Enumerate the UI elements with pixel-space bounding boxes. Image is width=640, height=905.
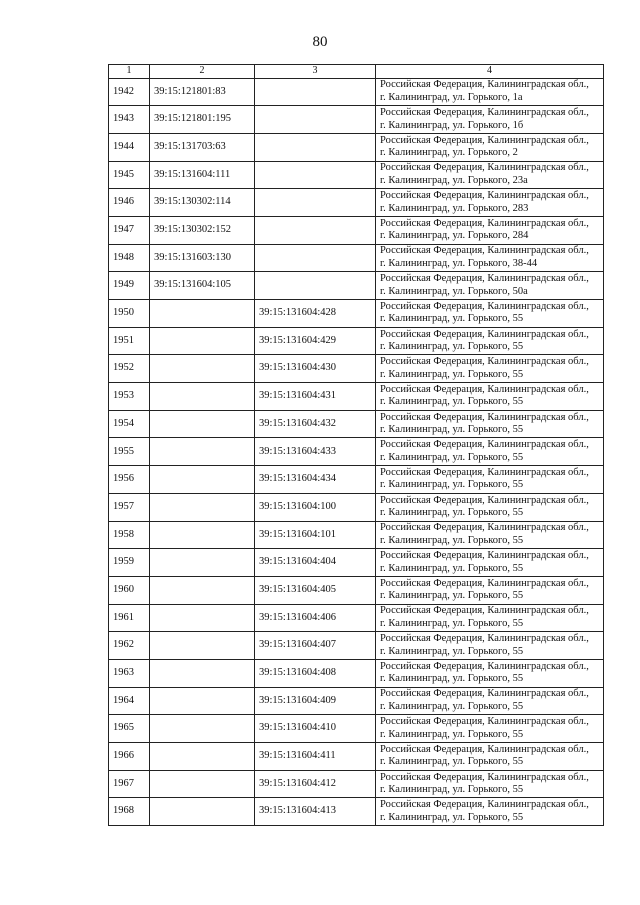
address-line-2: г. Калининград, ул. Горького, 23а	[380, 174, 528, 186]
address-line-2: г. Калининград, ул. Горького, 55	[380, 617, 524, 629]
header-col-4: 4	[376, 65, 604, 79]
table-row	[109, 521, 604, 549]
address-cell	[376, 493, 604, 521]
address-line-2: г. Калининград, ул. Горького, 55	[380, 562, 524, 574]
cadastral-number-object: 39:15:131604:432	[255, 410, 376, 438]
cadastral-number-land	[150, 466, 255, 494]
address-cell	[376, 438, 604, 466]
cadastral-number-land	[150, 327, 255, 355]
cadastral-number-object	[255, 133, 376, 161]
cadastral-number-land	[150, 632, 255, 660]
cadastral-number-object: 39:15:131604:428	[255, 300, 376, 328]
address-line-2: г. Калининград, ул. Горького, 1б	[380, 119, 524, 131]
address-line-2: г. Калининград, ул. Горького, 55	[380, 507, 524, 519]
cadastral-number-land	[150, 576, 255, 604]
address-line-2: г. Калининград, ул. Горького, 55	[380, 756, 524, 768]
address-line-2: г. Калининград, ул. Горького, 38-44	[380, 257, 538, 269]
cadastral-number-land: 39:15:130302:152	[150, 216, 255, 244]
table-row	[109, 272, 604, 300]
registry-table	[108, 64, 604, 826]
address-cell	[376, 743, 604, 771]
cadastral-number-object: 39:15:131604:409	[255, 687, 376, 715]
address-line-2: г. Калининград, ул. Горького, 55	[380, 673, 524, 685]
cadastral-number-object: 39:15:131604:408	[255, 659, 376, 687]
address-cell	[376, 687, 604, 715]
address-line-1: Российская Федерация, Калининградская обл.,	[380, 799, 589, 811]
cadastral-number-land	[150, 410, 255, 438]
table-row	[109, 438, 604, 466]
row-number: 1953	[109, 383, 150, 411]
row-number: 1942	[109, 78, 150, 106]
cadastral-number-object: 39:15:131604:406	[255, 604, 376, 632]
header-col-1: 1	[109, 65, 150, 79]
address-line-2: г. Калининград, ул. Горького, 55	[380, 451, 524, 463]
cadastral-number-land	[150, 300, 255, 328]
cadastral-number-object	[255, 189, 376, 217]
address-line-2: г. Калининград, ул. Горького, 55	[380, 700, 524, 712]
address-line-2: г. Калининград, ул. Горького, 55	[380, 534, 524, 546]
address-line-1: Российская Федерация, Калининградская обл.,	[380, 550, 589, 562]
row-number: 1959	[109, 549, 150, 577]
table-row	[109, 300, 604, 328]
table-row	[109, 715, 604, 743]
row-number: 1946	[109, 189, 150, 217]
row-number: 1952	[109, 355, 150, 383]
address-cell	[376, 216, 604, 244]
address-line-1: Российская Федерация, Калининградская обл.,	[380, 217, 589, 229]
cadastral-number-land	[150, 687, 255, 715]
row-number: 1956	[109, 466, 150, 494]
address-line-1: Российская Федерация, Калининградская обл.,	[380, 245, 589, 257]
address-line-1: Российская Федерация, Калининградская обл.,	[380, 522, 589, 534]
address-line-1: Российская Федерация, Калининградская обл.,	[380, 660, 589, 672]
cadastral-number-object	[255, 216, 376, 244]
table-row	[109, 133, 604, 161]
cadastral-number-land	[150, 770, 255, 798]
address-line-1: Российская Федерация, Калининградская обл.,	[380, 356, 589, 368]
table-row	[109, 604, 604, 632]
cadastral-number-object	[255, 244, 376, 272]
cadastral-number-object	[255, 106, 376, 134]
table-row	[109, 798, 604, 826]
address-cell	[376, 798, 604, 826]
cadastral-number-land	[150, 715, 255, 743]
row-number: 1965	[109, 715, 150, 743]
row-number: 1949	[109, 272, 150, 300]
cadastral-number-object: 39:15:131604:404	[255, 549, 376, 577]
table-row	[109, 383, 604, 411]
table-row	[109, 189, 604, 217]
address-line-1: Российская Федерация, Калининградская обл.,	[380, 466, 589, 478]
row-number: 1966	[109, 743, 150, 771]
cadastral-number-object: 39:15:131604:100	[255, 493, 376, 521]
table-row	[109, 244, 604, 272]
address-line-1: Российская Федерация, Калининградская обл.,	[380, 577, 589, 589]
address-cell	[376, 106, 604, 134]
address-line-1: Российская Федерация, Калининградская обл.,	[380, 743, 589, 755]
address-line-2: г. Калининград, ул. Горького, 55	[380, 396, 524, 408]
address-line-2: г. Калининград, ул. Горького, 1а	[380, 91, 523, 103]
cadastral-number-object: 39:15:131604:101	[255, 521, 376, 549]
address-cell	[376, 770, 604, 798]
address-line-2: г. Калининград, ул. Горького, 55	[380, 368, 524, 380]
row-number: 1967	[109, 770, 150, 798]
cadastral-number-land: 39:15:121801:195	[150, 106, 255, 134]
address-cell	[376, 659, 604, 687]
table-row	[109, 355, 604, 383]
cadastral-number-land: 39:15:130302:114	[150, 189, 255, 217]
address-line-1: Российская Федерация, Калининградская обл.,	[380, 79, 589, 91]
address-line-1: Российская Федерация, Калининградская обл.,	[380, 633, 589, 645]
table-row	[109, 743, 604, 771]
address-line-1: Российская Федерация, Калининградская обл.,	[380, 605, 589, 617]
address-line-1: Российская Федерация, Калининградская обл.,	[380, 716, 589, 728]
address-cell	[376, 632, 604, 660]
row-number: 1950	[109, 300, 150, 328]
cadastral-number-object: 39:15:131604:430	[255, 355, 376, 383]
address-line-1: Российская Федерация, Калининградская обл.,	[380, 771, 589, 783]
cadastral-number-object: 39:15:131604:412	[255, 770, 376, 798]
cadastral-number-land: 39:15:121801:83	[150, 78, 255, 106]
cadastral-number-land	[150, 438, 255, 466]
cadastral-number-land	[150, 604, 255, 632]
address-cell	[376, 466, 604, 494]
table-row	[109, 410, 604, 438]
address-cell	[376, 521, 604, 549]
table-row	[109, 770, 604, 798]
header-col-3: 3	[255, 65, 376, 79]
row-number: 1961	[109, 604, 150, 632]
cadastral-number-land: 39:15:131604:111	[150, 161, 255, 189]
cadastral-number-land: 39:15:131603:130	[150, 244, 255, 272]
row-number: 1964	[109, 687, 150, 715]
cadastral-number-object	[255, 272, 376, 300]
row-number: 1958	[109, 521, 150, 549]
address-cell	[376, 604, 604, 632]
address-line-1: Российская Федерация, Калининградская обл.,	[380, 688, 589, 700]
address-cell	[376, 410, 604, 438]
table-row	[109, 632, 604, 660]
cadastral-number-land	[150, 493, 255, 521]
cadastral-number-land	[150, 743, 255, 771]
address-line-1: Российская Федерация, Калининградская обл.,	[380, 273, 589, 285]
address-cell	[376, 272, 604, 300]
cadastral-number-object: 39:15:131604:434	[255, 466, 376, 494]
address-line-2: г. Калининград, ул. Горького, 55	[380, 341, 524, 353]
address-line-1: Российская Федерация, Калининградская обл.,	[380, 190, 589, 202]
cadastral-number-land	[150, 355, 255, 383]
header-col-2: 2	[150, 65, 255, 79]
cadastral-number-object: 39:15:131604:410	[255, 715, 376, 743]
table-row	[109, 576, 604, 604]
address-cell	[376, 327, 604, 355]
address-line-2: г. Калининград, ул. Горького, 55	[380, 811, 524, 823]
row-number: 1945	[109, 161, 150, 189]
address-line-2: г. Калининград, ул. Горького, 2	[380, 147, 518, 159]
table-row	[109, 549, 604, 577]
address-line-1: Российская Федерация, Калининградская обл.,	[380, 134, 589, 146]
table-row	[109, 659, 604, 687]
address-line-1: Российская Федерация, Калининградская обл.,	[380, 107, 589, 119]
table-row	[109, 78, 604, 106]
row-number: 1951	[109, 327, 150, 355]
address-cell	[376, 355, 604, 383]
table-row	[109, 161, 604, 189]
cadastral-number-land	[150, 549, 255, 577]
address-cell	[376, 244, 604, 272]
row-number: 1954	[109, 410, 150, 438]
address-cell	[376, 383, 604, 411]
table-row	[109, 466, 604, 494]
address-line-2: г. Калининград, ул. Горького, 55	[380, 590, 524, 602]
cadastral-number-object: 39:15:131604:431	[255, 383, 376, 411]
cadastral-number-land	[150, 659, 255, 687]
header-row	[109, 65, 604, 79]
address-cell	[376, 133, 604, 161]
row-number: 1968	[109, 798, 150, 826]
table-row	[109, 216, 604, 244]
address-line-2: г. Калининград, ул. Горького, 284	[380, 230, 529, 242]
cadastral-number-object: 39:15:131604:411	[255, 743, 376, 771]
cadastral-number-land	[150, 383, 255, 411]
address-line-2: г. Калининград, ул. Горького, 55	[380, 728, 524, 740]
address-line-1: Российская Федерация, Калининградская обл.,	[380, 494, 589, 506]
address-line-2: г. Калининград, ул. Горького, 55	[380, 479, 524, 491]
address-line-1: Российская Федерация, Калининградская обл.,	[380, 383, 589, 395]
table-body	[109, 78, 604, 826]
address-line-1: Российская Федерация, Калининградская обл.,	[380, 411, 589, 423]
row-number: 1957	[109, 493, 150, 521]
cadastral-number-land: 39:15:131703:63	[150, 133, 255, 161]
address-line-1: Российская Федерация, Калининградская обл.,	[380, 328, 589, 340]
cadastral-number-land	[150, 521, 255, 549]
address-cell	[376, 549, 604, 577]
cadastral-number-land: 39:15:131604:105	[150, 272, 255, 300]
address-line-2: г. Калининград, ул. Горького, 50а	[380, 285, 528, 297]
cadastral-number-object: 39:15:131604:429	[255, 327, 376, 355]
address-cell	[376, 576, 604, 604]
address-line-2: г. Калининград, ул. Горького, 283	[380, 202, 529, 214]
cadastral-number-object: 39:15:131604:405	[255, 576, 376, 604]
address-cell	[376, 161, 604, 189]
cadastral-number-object	[255, 78, 376, 106]
address-cell	[376, 189, 604, 217]
address-line-1: Российская Федерация, Калининградская обл.,	[380, 162, 589, 174]
table-row	[109, 327, 604, 355]
address-line-2: г. Калининград, ул. Горького, 55	[380, 313, 524, 325]
table-row	[109, 493, 604, 521]
address-cell	[376, 78, 604, 106]
address-line-2: г. Калининград, ул. Горького, 55	[380, 784, 524, 796]
table-row	[109, 687, 604, 715]
row-number: 1960	[109, 576, 150, 604]
row-number: 1962	[109, 632, 150, 660]
table-row	[109, 106, 604, 134]
cadastral-number-object: 39:15:131604:413	[255, 798, 376, 826]
address-cell	[376, 300, 604, 328]
row-number: 1955	[109, 438, 150, 466]
page-number: 80	[312, 34, 328, 50]
cadastral-number-object	[255, 161, 376, 189]
address-cell	[376, 715, 604, 743]
address-line-2: г. Калининград, ул. Горького, 55	[380, 645, 524, 657]
cadastral-number-land	[150, 798, 255, 826]
cadastral-number-object: 39:15:131604:407	[255, 632, 376, 660]
row-number: 1943	[109, 106, 150, 134]
address-line-1: Российская Федерация, Калининградская обл.,	[380, 439, 589, 451]
row-number: 1963	[109, 659, 150, 687]
row-number: 1948	[109, 244, 150, 272]
address-line-1: Российская Федерация, Калининградская обл.,	[380, 300, 589, 312]
row-number: 1944	[109, 133, 150, 161]
cadastral-number-object: 39:15:131604:433	[255, 438, 376, 466]
row-number: 1947	[109, 216, 150, 244]
address-line-2: г. Калининград, ул. Горького, 55	[380, 424, 524, 436]
